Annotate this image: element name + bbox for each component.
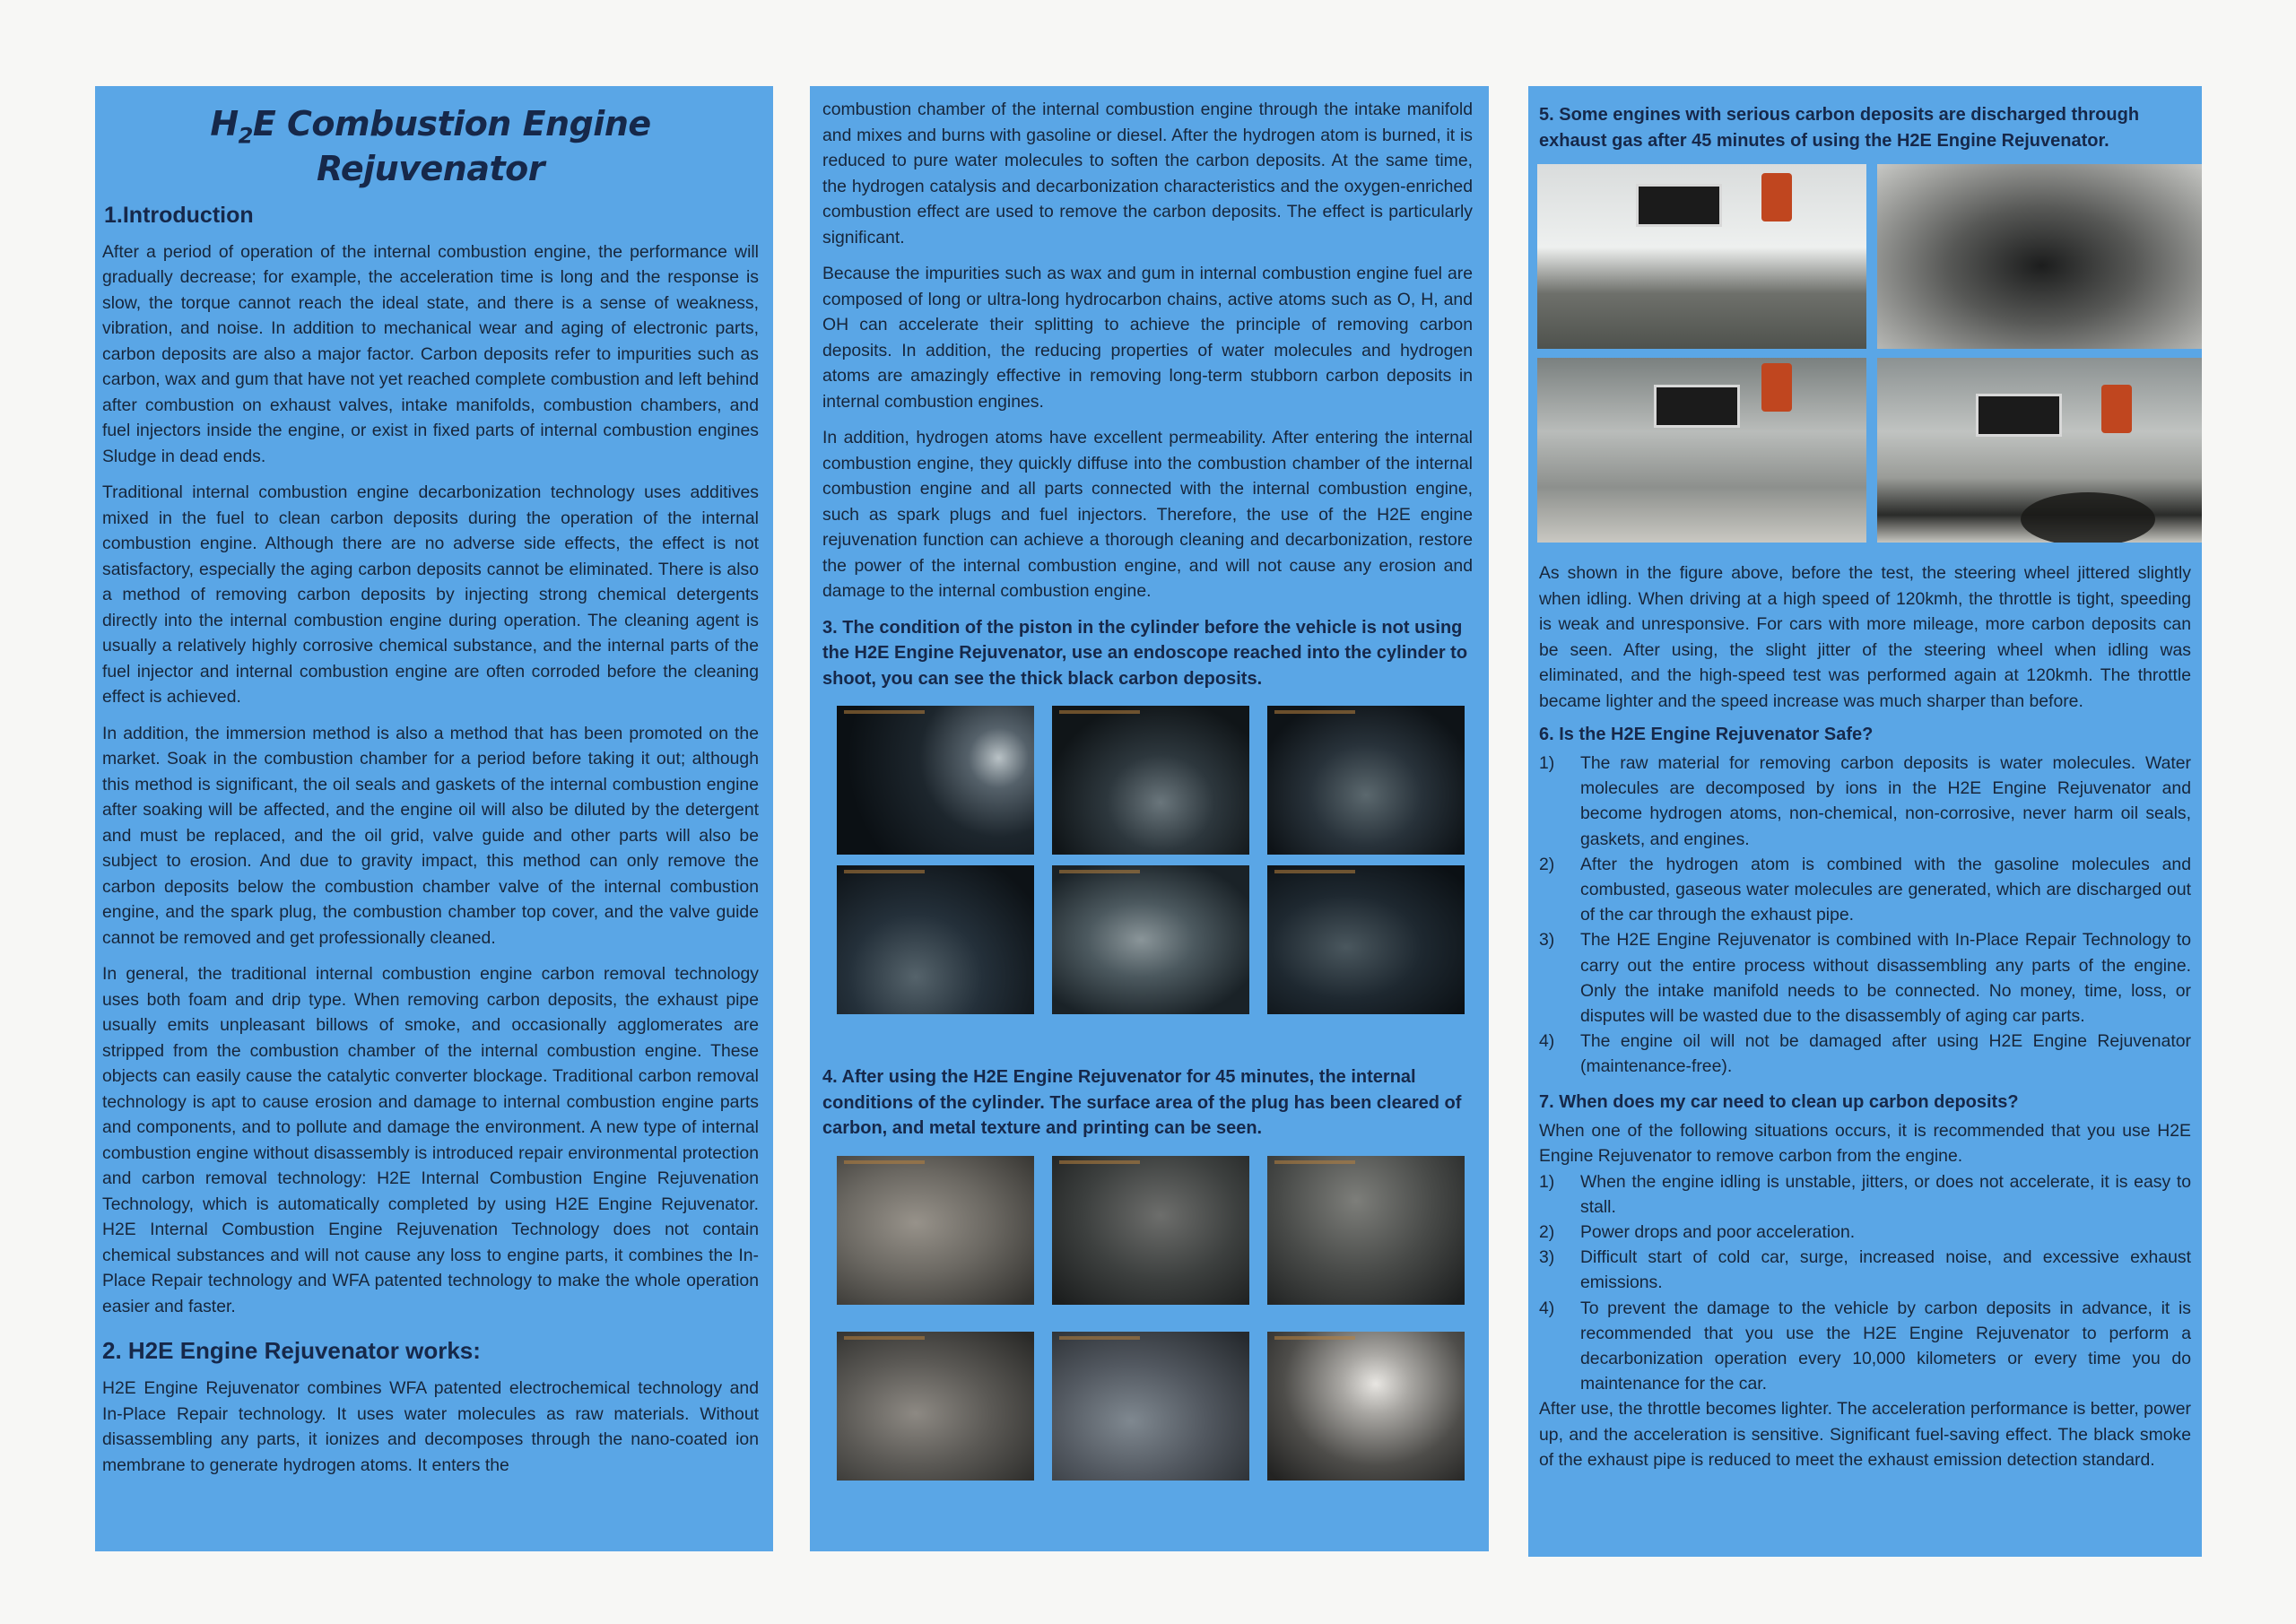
exhaust-photo-grid	[1537, 164, 2191, 543]
section-heading-introduction: 1.Introduction	[104, 202, 254, 228]
endoscope-image-after	[1267, 1332, 1465, 1481]
works-paragraph: H2E Engine Rejuvenator combines WFA patented electrochemical technology and In-Place Repair technology. It uses water molecules as raw materials. Without disassembling any parts, it ionizes and decomposes through the nano-coated ion membrane to generate hydrogen atoms. It enters the	[102, 1378, 759, 1475]
intro-paragraph-3: In addition, the immersion method is also a method that has been promoted on the market. Soak in the combustion chamber for a period before taking it out; although this method is significant, the oil seals and gaskets of the internal combustion engine after soaking will be affected, and the engine oil will also be diluted by the detergent and must be replaced, and the oil grid, valve guide and other parts will also be subject to erosion. And due to gravity impact, this method can only remove the carbon deposits below the combustion chamber valve of the internal combustion engine, and the spark plug, the combustion chamber top cover, and the valve guide cannot be removed and get professionally cleaned.	[102, 723, 759, 948]
list-item: 3) Difficult start of cold car, surge, increased noise, and excessive exhaust emissions.	[1539, 1247, 2191, 1293]
car-rear-photo	[1537, 164, 1866, 349]
list-item: 2) After the hydrogen atom is combined with the gasoline molecules and combusted, gaseous water molecules are generated, which are discharged out of the car through the exhaust pipe.	[1539, 854, 2191, 925]
list-item: 4) The engine oil will not be damaged after using H2E Engine Rejuvenator (maintenance-free).	[1539, 1031, 2191, 1077]
permeability-paragraph: In addition, hydrogen atoms have excellent permeability. After entering the internal combustion engine, they quickly diffuse into the combustion chamber of the internal combustion engine and all parts connected with the internal combustion engine, such as spark plugs and fuel injectors. Therefore, the use of the H2E engine rejuvenation function can achieve a thorough cleaning and decarbonization, restore the power of the internal combustion engine, and will not cause any erosion and damage to the internal combustion engine.	[822, 428, 1473, 601]
list-item: 1) The raw material for removing carbon deposits is water molecules. Water molecules are decomposed by ions in the H2E Engine Rejuvenator and become hydrogen atoms, non-chemical, non-corrosive, never harm oil seals, gaskets, and engines.	[1539, 753, 2191, 849]
after-use-paragraph: After use, the throttle becomes lighter. The acceleration performance is better, power up, and the acceleration is sensitive. Significant fuel-saving effect. The black smoke of the exhaust pipe is reduced to meet the exhaust emission detection standard.	[1539, 1399, 2191, 1471]
endoscope-image-before	[1267, 706, 1465, 855]
after-caption: 4. After using the H2E Engine Rejuvenator for 45 minutes, the internal conditions of the cylinder. The surface area of the plug has been cleared of carbon, and metal texture and printing can be seen.	[822, 1067, 1462, 1138]
intro-paragraph-1: After a period of operation of the internal combustion engine, the performance will gradually decrease; for example, the acceleration time is long and the response is slow, the torque cannot reach the ideal state, and there is a sense of weakness, vibration, and noise. In addition to mechanical wear and aging of electronic parts, carbon deposits are also a major factor. Carbon deposits refer to impurities such as carbon, wax and gum that have not yet reached complete combustion and left behind after combustion on exhaust valves, intake manifolds, combustion chambers, and fuel injectors inside the engine, or exist in fixed parts of internal combustion engines Sludge in dead ends.	[102, 241, 759, 466]
endoscope-image-before	[1052, 706, 1249, 855]
intro-paragraph-4: In general, the traditional internal combustion engine carbon removal technology uses both foam and drip type. When removing carbon deposits, the exhaust pipe usually emits unpleasant billows of smoke, and occasionally agglomerates are stripped from the combustion chamber of the internal combustion engine. These objects can easily cause the catalytic converter blockage. Traditional carbon removal technology is apt to cause erosion and damage to internal combustion engine parts and components, and to pollute and damage the environment. A new type of internal combustion engine without disassembly is introduced repair environmental protection and carbon removal technology: H2E Internal Combustion Engine Rejuvenation Technology, which is automatically completed by using H2E Engine Rejuvenator. H2E Internal Combustion Engine Rejuvenation Technology does not contain chemical substances and will not cause any loss to engine parts, it combines the In-Place Repair technology and WFA patented technology to make the whole operation easier and faster.	[102, 964, 759, 1316]
before-caption: 3. The condition of the piston in the cylinder before the vehicle is not using the H2E Engine Rejuvenator, use an endoscope reached into the cylinder to shoot, you can see the thick black carbon deposits.	[822, 617, 1468, 689]
safety-list	[1539, 751, 2191, 1080]
car-exhaust-smudge-photo	[1877, 358, 2202, 543]
list-item: 3) The H2E Engine Rejuvenator is combined with In-Place Repair Technology to carry out the entire process without disassembling any parts of the engine. Only the intake manifold needs to be connected. No money, time, loss, or disputes will be wasted due to the disassembly of aging car parts.	[1539, 930, 2191, 1027]
section-heading-works: 2. H2E Engine Rejuvenator works:	[102, 1337, 481, 1365]
after-endoscope-grid	[837, 1156, 1473, 1481]
safety-heading: 6. Is the H2E Engine Rejuvenator Safe?	[1539, 725, 1874, 744]
document-title: $H_2E$ Combustion Engine Rejuvenator	[210, 104, 651, 188]
list-item: 4) To prevent the damage to the vehicle by carbon deposits in advance, it is recommended that you use the H2E Engine Rejuvenator to perform a decarbonization operation every 10,000 kilometers or every time you do maintenance for the car.	[1539, 1298, 2191, 1394]
exhaust-caption: 5. Some engines with serious carbon deposits are discharged through exhaust gas after 45 minutes of using the H2E Engine Rejuvenator.	[1539, 105, 2140, 151]
endoscope-image-after	[1052, 1156, 1249, 1305]
mechanism-paragraph: Because the impurities such as wax and gum in internal combustion engine fuel are composed of long or ultra-long hydrocarbon chains, active atoms such as O, H, and OH can accelerate their splitting to achieve the principle of removing carbon deposits. In addition, the reducing properties of water molecules and hydrogen atoms are amazingly effective in removing long-term stubborn carbon deposits in internal combustion engines.	[822, 264, 1473, 412]
carbon-deposit-photo	[1877, 164, 2202, 349]
list-item: 2) Power drops and poor acceleration.	[1539, 1222, 1856, 1243]
car-rear-photo	[1537, 358, 1866, 543]
endoscope-image-before	[1052, 865, 1249, 1014]
endoscope-image-after	[837, 1332, 1034, 1481]
list-item: 1) When the engine idling is unstable, jitters, or does not accelerate, it is easy to stall.	[1539, 1171, 2191, 1217]
right-panel	[1528, 86, 2202, 1557]
when-heading: 7. When does my car need to clean up carbon deposits?	[1539, 1091, 2019, 1112]
when-intro: When one of the following situations occurs, it is recommended that you use H2E Engine Rejuvenator to remove carbon from the engine.	[1539, 1120, 2191, 1167]
works-paragraph-continued: combustion chamber of the internal combustion engine through the intake manifold and mixes and burns with gasoline or diesel. After the hydrogen atom is burned, it is reduced to pure water molecules to soften the carbon deposits. At the same time, the hydrogen catalysis and decarbonization characteristics and the oxygen-enriched combustion effect are used to remove the carbon deposits. The effect is particularly significant.	[822, 100, 1473, 248]
test-result-paragraph: As shown in the figure above, before the test, the steering wheel jittered slightly when idling. When driving at a high speed of 120kmh, the throttle is tight, speeding is weak and unresponsive. For cars with more mileage, more carbon deposits can be seen. After using, the slight jitter of the steering wheel when idling was eliminated, and the high-speed test was performed again at 120kmh. The throttle became lighter and the speed increase was much sharper than before.	[1539, 563, 2191, 711]
endoscope-image-after	[837, 1156, 1034, 1305]
left-panel	[95, 86, 773, 1551]
endoscope-image-after	[1052, 1332, 1249, 1481]
endoscope-image-before	[837, 706, 1034, 855]
endoscope-image-before	[837, 865, 1034, 1014]
before-endoscope-grid	[837, 706, 1473, 1014]
when-list	[1539, 1169, 2191, 1397]
endoscope-image-before	[1267, 865, 1465, 1014]
intro-paragraph-2: Traditional internal combustion engine decarbonization technology uses additives mixed in the fuel to clean carbon deposits during the operation of the internal combustion engine. Although there are no adverse side effects, the effect is not satisfactory, especially the aging carbon deposits cannot be eliminated. There is also a method of removing carbon deposits by injecting strong chemical detergents directly into the internal combustion engine during operation. The cleaning agent is usually a relatively highly corrosive chemical substance, and the internal parts of the fuel injector and internal combustion engine are often corroded before the cleaning effect is achieved.	[102, 482, 759, 708]
middle-panel	[810, 86, 1489, 1551]
endoscope-image-after	[1267, 1156, 1465, 1305]
